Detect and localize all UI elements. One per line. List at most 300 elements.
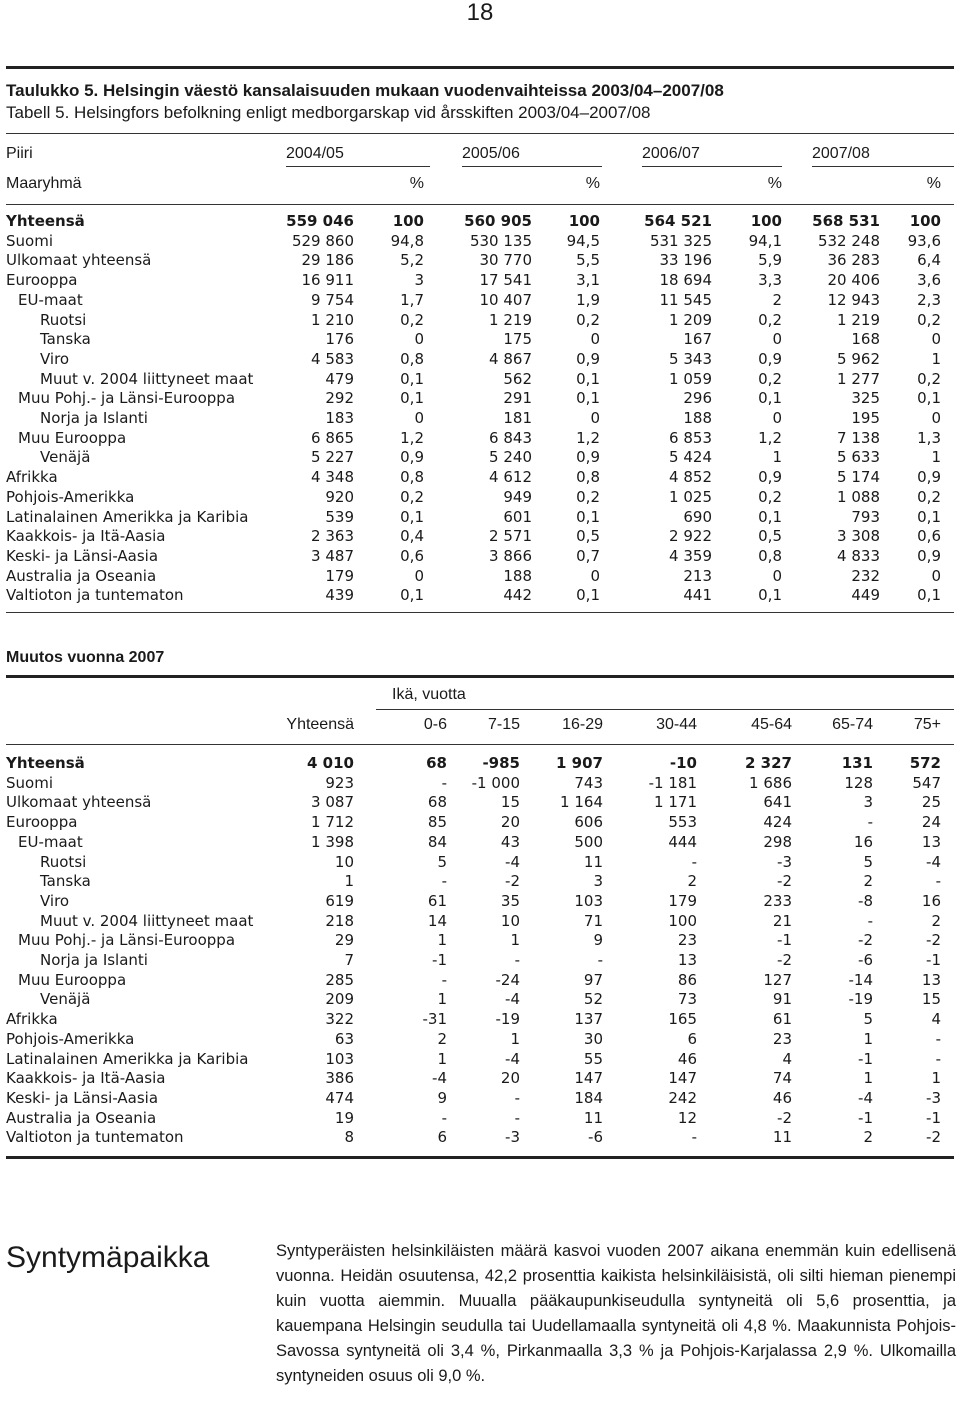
percent-cell: 100 (392, 212, 424, 230)
row-label: Eurooppa (6, 813, 78, 832)
table-row (0, 1088, 960, 1108)
value-cell: 128 (844, 773, 873, 792)
count-cell: 20 406 (827, 271, 880, 290)
count-cell: 1 219 (489, 310, 532, 329)
count-cell: 4 852 (669, 468, 712, 487)
count-cell: 2 363 (311, 527, 354, 546)
value-cell: -19 (495, 1010, 520, 1029)
row-label: Afrikka (6, 468, 58, 487)
value-cell: 147 (668, 1069, 697, 1088)
value-cell: -19 (848, 990, 873, 1009)
table-row (0, 526, 960, 546)
percent-cell: 1 (931, 349, 941, 368)
percent-cell: 100 (750, 212, 782, 230)
column-header: 30-44 (656, 716, 697, 733)
count-cell: 1 088 (837, 487, 880, 506)
row-label: Yhteensä (6, 754, 85, 772)
value-cell: 25 (921, 793, 941, 812)
count-cell: 4 833 (837, 546, 880, 565)
count-cell: 5 343 (669, 349, 712, 368)
percent-cell: 0 (931, 566, 941, 585)
value-cell: 16 (853, 832, 873, 851)
column-header: 16-29 (562, 716, 603, 733)
value-cell: - (514, 951, 520, 969)
percent-cell: 5,9 (758, 251, 782, 270)
row-label: Muu Eurooppa (18, 970, 127, 989)
row-label: Keski- ja Länsi-Aasia (6, 546, 159, 565)
count-cell: 562 (503, 369, 532, 388)
column-header: 75+ (913, 716, 941, 733)
value-cell: 606 (574, 813, 603, 832)
row-label: Muut v. 2004 liittyneet maat (40, 369, 254, 388)
value-cell: -4 (505, 990, 520, 1009)
value-cell: 1 (437, 931, 447, 950)
table-row (0, 310, 960, 330)
table-row (0, 487, 960, 507)
table-row (0, 871, 960, 891)
value-cell: 4 (931, 1010, 941, 1029)
count-cell: 168 (851, 330, 880, 349)
table-row (0, 812, 960, 832)
percent-cell: 0 (590, 330, 600, 349)
value-cell: 572 (909, 754, 941, 772)
value-cell: -14 (848, 970, 873, 989)
value-cell: - (867, 813, 873, 832)
table-row (0, 1127, 960, 1147)
table-row (0, 1108, 960, 1128)
value-cell: -2 (777, 1108, 792, 1127)
row-label: Australia ja Oseania (6, 1108, 157, 1127)
value-cell: 1 907 (556, 754, 603, 772)
year-header-rule (812, 166, 954, 167)
value-cell: 1 (931, 1069, 941, 1088)
value-cell: - (691, 1128, 697, 1147)
percent-cell: 0 (590, 409, 600, 427)
table-row (0, 792, 960, 812)
count-cell: 5 633 (837, 448, 880, 467)
value-cell: 46 (677, 1049, 697, 1068)
count-cell: 3 487 (311, 546, 354, 565)
percent-cell: 93,6 (907, 231, 941, 250)
percent-cell: 0,1 (917, 507, 941, 526)
value-cell: 14 (427, 911, 447, 930)
value-cell: 74 (772, 1069, 792, 1088)
value-cell: 3 (863, 793, 873, 812)
percent-cell: 94,8 (390, 231, 424, 250)
row-label: EU-maat (18, 832, 83, 851)
value-cell: 5 (437, 852, 447, 871)
value-cell: 1 (510, 1029, 520, 1048)
row-label: Latinalainen Amerikka ja Karibia (6, 1049, 249, 1068)
row-label: Ulkomaat yhteensä (6, 793, 152, 812)
count-cell: 949 (503, 487, 532, 506)
value-cell: 1 164 (560, 793, 603, 812)
value-cell: 63 (334, 1029, 354, 1048)
table2-bottom-rule (6, 1156, 954, 1159)
percent-cell: 0,2 (758, 310, 782, 329)
value-cell: 13 (921, 970, 941, 989)
row-label: Tanska (40, 330, 91, 349)
row-label: Muu Eurooppa (18, 428, 127, 447)
percent-cell: 0,1 (400, 389, 424, 408)
row-label: Muu Pohj.- ja Länsi-Eurooppa (18, 931, 236, 950)
count-cell: 531 325 (649, 231, 712, 250)
count-cell: 17 541 (479, 271, 532, 290)
table-row (0, 290, 960, 310)
value-cell: -1 (858, 1108, 873, 1127)
value-cell: 923 (325, 773, 354, 792)
percent-cell: 0,1 (400, 507, 424, 526)
row-label: Norja ja Islanti (40, 409, 148, 427)
percent-cell: 0,5 (758, 527, 782, 546)
count-cell: 16 911 (301, 271, 354, 290)
table-row (0, 211, 960, 231)
percent-cell: 1,3 (917, 428, 941, 447)
percent-cell: 0,1 (576, 389, 600, 408)
value-cell: 20 (500, 1069, 520, 1088)
percent-cell: 0,1 (758, 507, 782, 526)
column-header: 65-74 (832, 716, 873, 733)
percent-cell: 0,2 (400, 310, 424, 329)
count-cell: 441 (683, 586, 712, 605)
value-cell: 1 (344, 872, 354, 891)
table-row (0, 585, 960, 605)
percent-cell: 100 (568, 212, 600, 230)
table-row (0, 467, 960, 487)
value-cell: 7 (344, 951, 354, 969)
table-row (0, 566, 960, 586)
row-label: Viro (40, 349, 70, 368)
row-label: Tanska (40, 872, 91, 891)
table-row (0, 970, 960, 990)
value-cell: 474 (325, 1088, 354, 1107)
value-cell: 1 (863, 1029, 873, 1048)
value-cell: 9 (593, 931, 603, 950)
percent-cell: 0 (931, 409, 941, 427)
row-label: Ruotsi (40, 852, 87, 871)
count-cell: 4 359 (669, 546, 712, 565)
value-cell: 2 (863, 872, 873, 891)
percent-cell: 3,3 (758, 271, 782, 290)
value-cell: -1 (432, 951, 447, 969)
percent-cell: 0,8 (576, 468, 600, 487)
count-cell: 3 308 (837, 527, 880, 546)
row-label: Afrikka (6, 1010, 58, 1029)
value-cell: 2 327 (745, 754, 792, 772)
percent-header: % (585, 175, 600, 192)
value-cell: 2 (931, 911, 941, 930)
value-cell: 35 (500, 891, 520, 910)
column-header: Yhteensä (286, 716, 354, 733)
value-cell: - (935, 1029, 941, 1048)
value-cell: 619 (325, 891, 354, 910)
count-cell: 529 860 (291, 231, 354, 250)
count-cell: 11 545 (659, 290, 712, 309)
percent-cell: 0,2 (400, 487, 424, 506)
value-cell: 147 (574, 1069, 603, 1088)
value-cell: -1 (777, 931, 792, 950)
value-cell: 5 (863, 1010, 873, 1029)
percent-cell: 1,2 (576, 428, 600, 447)
value-cell: 1 686 (749, 773, 792, 792)
value-cell: 386 (325, 1069, 354, 1088)
count-cell: 2 922 (669, 527, 712, 546)
value-cell: 19 (334, 1108, 354, 1127)
row-label: Muut v. 2004 liittyneet maat (40, 911, 254, 930)
table1-bottom-rule (6, 612, 954, 613)
percent-cell: 0,1 (400, 369, 424, 388)
row-label: Eurooppa (6, 271, 78, 290)
column-header: 7-15 (487, 716, 520, 733)
value-cell: 23 (772, 1029, 792, 1048)
value-cell: -2 (777, 872, 792, 891)
value-cell: 13 (921, 832, 941, 851)
percent-cell: 0,2 (758, 487, 782, 506)
value-cell: 85 (427, 813, 447, 832)
value-cell: 184 (574, 1088, 603, 1107)
value-cell: 1 171 (654, 793, 697, 812)
value-cell: 6 (437, 1128, 447, 1147)
percent-cell: 0,9 (917, 546, 941, 565)
table-row (0, 773, 960, 793)
value-cell: 444 (668, 832, 697, 851)
table-row (0, 507, 960, 527)
count-cell: 232 (851, 566, 880, 585)
percent-cell: 1,2 (400, 428, 424, 447)
value-cell: - (441, 970, 447, 989)
value-cell: 424 (763, 813, 792, 832)
count-cell: 29 186 (301, 251, 354, 270)
count-cell: 479 (325, 369, 354, 388)
row-label: Keski- ja Länsi-Aasia (6, 1088, 159, 1107)
row-label: Ulkomaat yhteensä (6, 251, 152, 270)
row-label: Norja ja Islanti (40, 951, 148, 969)
count-cell: 175 (503, 330, 532, 349)
count-cell: 1 219 (837, 310, 880, 329)
percent-cell: 0 (414, 566, 424, 585)
percent-cell: 0,2 (917, 369, 941, 388)
count-cell: 690 (683, 507, 712, 526)
table-row (0, 1049, 960, 1069)
row-label: Latinalainen Amerikka ja Karibia (6, 507, 249, 526)
table-row (0, 1068, 960, 1088)
count-cell: 33 196 (659, 251, 712, 270)
value-cell: -4 (926, 852, 941, 871)
percent-cell: 0 (772, 409, 782, 427)
value-cell: 86 (677, 970, 697, 989)
value-cell: 127 (763, 970, 792, 989)
count-cell: 1 209 (669, 310, 712, 329)
table-row (0, 388, 960, 408)
value-cell: 242 (668, 1088, 697, 1107)
value-cell: 1 (437, 990, 447, 1009)
count-cell: 5 424 (669, 448, 712, 467)
count-cell: 195 (851, 409, 880, 427)
count-cell: 1 277 (837, 369, 880, 388)
row-label: Suomi (6, 773, 53, 792)
value-cell: -2 (505, 872, 520, 891)
value-cell: -2 (926, 931, 941, 950)
value-cell: -8 (858, 891, 873, 910)
count-cell: 793 (851, 507, 880, 526)
percent-cell: 0,1 (576, 369, 600, 388)
value-cell: - (441, 1108, 447, 1127)
year-header-rule (462, 166, 602, 167)
value-cell: 100 (668, 911, 697, 930)
percent-cell: 0,9 (758, 468, 782, 487)
value-cell: 30 (583, 1029, 603, 1048)
value-cell: - (935, 872, 941, 891)
percent-cell: 1 (931, 448, 941, 467)
value-cell: -2 (858, 931, 873, 950)
count-cell: 12 943 (827, 290, 880, 309)
percent-cell: 0,9 (400, 448, 424, 467)
table-row (0, 329, 960, 349)
percent-cell: 0,9 (758, 349, 782, 368)
value-cell: 179 (668, 891, 697, 910)
percent-cell: 0,1 (576, 507, 600, 526)
percent-cell: 0,2 (758, 369, 782, 388)
value-cell: 11 (772, 1128, 792, 1147)
value-cell: 2 (687, 872, 697, 891)
value-cell: - (867, 911, 873, 930)
value-cell: 743 (574, 773, 603, 792)
count-cell: 179 (325, 566, 354, 585)
table2-header-rule (6, 744, 954, 745)
value-cell: 68 (426, 754, 447, 772)
table-row (0, 270, 960, 290)
value-cell: -2 (777, 951, 792, 969)
count-cell: 9 754 (311, 290, 354, 309)
table-row (0, 930, 960, 950)
row-label: Suomi (6, 231, 53, 250)
table-row (0, 447, 960, 467)
percent-cell: 2,3 (917, 290, 941, 309)
year-header-rule (642, 166, 782, 167)
section-heading: Syntymäpaikka (6, 1241, 210, 1274)
percent-cell: 0,1 (758, 586, 782, 605)
percent-cell: 0 (931, 330, 941, 349)
percent-cell: 2 (772, 290, 782, 309)
table-row (0, 989, 960, 1009)
count-cell: 5 240 (489, 448, 532, 467)
percent-cell: 0 (772, 330, 782, 349)
value-cell: 97 (583, 970, 603, 989)
percent-cell: 100 (909, 212, 941, 230)
percent-cell: 3,1 (576, 271, 600, 290)
table2-top-rule (6, 675, 954, 678)
value-cell: 61 (427, 891, 447, 910)
value-cell: 1 712 (311, 813, 354, 832)
value-cell: 6 (687, 1029, 697, 1048)
percent-cell: 0,2 (917, 487, 941, 506)
table1-top-rule (6, 66, 954, 69)
percent-cell: 1,2 (758, 428, 782, 447)
table-row (0, 546, 960, 566)
table1-header-rule (6, 204, 954, 205)
count-cell: 2 571 (489, 527, 532, 546)
value-cell: 11 (583, 1108, 603, 1127)
value-cell: 641 (763, 793, 792, 812)
percent-cell: 5,5 (576, 251, 600, 270)
value-cell: 137 (574, 1010, 603, 1029)
value-cell: - (514, 1088, 520, 1107)
count-cell: 560 905 (464, 212, 532, 230)
value-cell: 8 (344, 1128, 354, 1147)
value-cell: - (597, 951, 603, 969)
percent-cell: 0,4 (400, 527, 424, 546)
year-header: 2005/06 (462, 145, 520, 162)
row-label: Pohjois-Amerikka (6, 487, 135, 506)
value-cell: 2 (437, 1029, 447, 1048)
table-row (0, 753, 960, 773)
count-cell: 181 (503, 409, 532, 427)
count-cell: 559 046 (286, 212, 354, 230)
value-cell: -10 (669, 754, 697, 772)
value-cell: 24 (921, 813, 941, 832)
value-cell: 12 (677, 1108, 697, 1127)
row-label: Kaakkois- ja Itä-Aasia (6, 527, 166, 546)
count-cell: 530 135 (469, 231, 532, 250)
percent-header: % (409, 175, 424, 192)
value-cell: 547 (912, 773, 941, 792)
percent-header: % (767, 175, 782, 192)
count-cell: 6 843 (489, 428, 532, 447)
value-cell: - (691, 852, 697, 871)
table-row (0, 1009, 960, 1029)
percent-cell: 0 (414, 330, 424, 349)
row-label: Australia ja Oseania (6, 566, 157, 585)
value-cell: 103 (574, 891, 603, 910)
count-cell: 564 521 (644, 212, 712, 230)
row-label: Valtioton ja tuntematon (6, 586, 184, 605)
header-region: Piiri (6, 145, 33, 162)
row-label: Viro (40, 891, 70, 910)
percent-cell: 0 (772, 566, 782, 585)
count-cell: 36 283 (827, 251, 880, 270)
value-cell: -985 (482, 754, 520, 772)
table1-title-rule (6, 133, 954, 134)
value-cell: 5 (863, 852, 873, 871)
year-header: 2006/07 (642, 145, 700, 162)
value-cell: -1 (926, 1108, 941, 1127)
percent-cell: 0,8 (400, 468, 424, 487)
percent-cell: 0,9 (917, 468, 941, 487)
row-label: Venäjä (40, 448, 91, 467)
count-cell: 1 210 (311, 310, 354, 329)
year-header: 2004/05 (286, 145, 344, 162)
value-cell: 71 (583, 911, 603, 930)
table-row (0, 369, 960, 389)
percent-cell: 0,9 (576, 448, 600, 467)
count-cell: 325 (851, 389, 880, 408)
value-cell: 15 (921, 990, 941, 1009)
count-cell: 920 (325, 487, 354, 506)
value-cell: - (935, 1049, 941, 1068)
count-cell: 3 866 (489, 546, 532, 565)
percent-cell: 0,1 (917, 586, 941, 605)
table-row (0, 1029, 960, 1049)
count-cell: 5 174 (837, 468, 880, 487)
value-cell: 61 (772, 1010, 792, 1029)
count-cell: 5 227 (311, 448, 354, 467)
section-paragraph: Syntyperäisten helsinkiläisten määrä kasvoi vuoden 2007 aikana enemmän kuin edellisenä vuonna. Heidän osuutensa, 42,2 prosenttia kaikista helsinkiläisistä, oli silti hieman pienempi kuin vuotta aiemmin. Muualla pääkaupunkiseudulla syntyneitä oli 5,6 prosenttia, ja kauempana Helsingin seudulla tai Uudellamaalla syntyneitä oli 4,8 %. Maakunnista Pohjois-Savossa syntyneitä oli 3,4 %, Pirkanmaalla 3,3 % ja Pohjois-Karjalassa 2,9 %. Ulkomailla syntyneiden osuus oli 9,0 %. (276, 1242, 956, 1385)
table-row (0, 428, 960, 448)
table1-title-fi: Taulukko 5. Helsingin väestö kansalaisuuden mukaan vuodenvaihteissa 2003/04–2007/08 (6, 81, 724, 100)
value-cell: 23 (677, 931, 697, 950)
percent-cell: 3,6 (917, 271, 941, 290)
year-header-rule (286, 166, 430, 167)
